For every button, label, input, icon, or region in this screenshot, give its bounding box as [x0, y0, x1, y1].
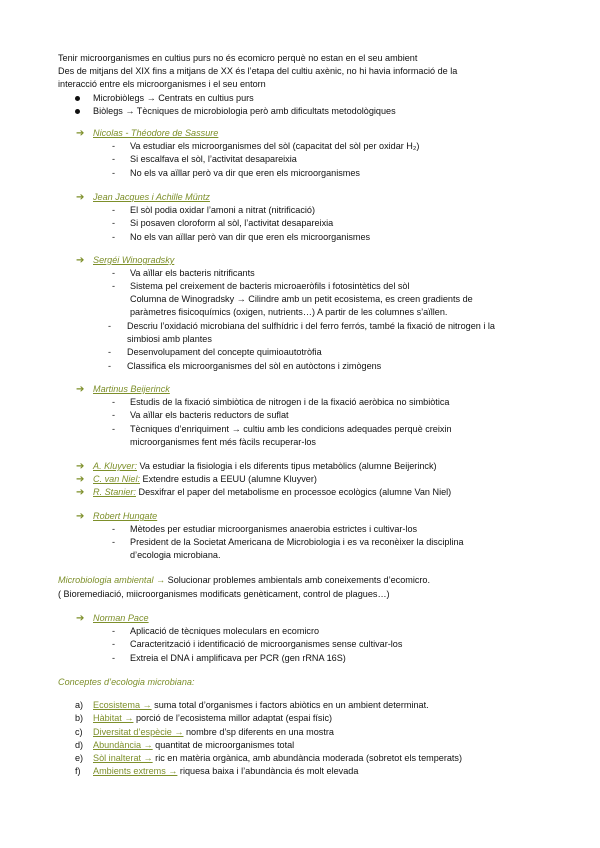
person-description: Va estudiar la fisiologia i els diferents tipus metabòlics (alumne Beijerinck) — [136, 461, 437, 471]
arrow-right-icon: ➔ — [76, 487, 85, 498]
list-item: El sòl podia oxidar l’amoni a nitrat (nitrificació) — [130, 205, 315, 215]
concept-definition: suma total d’organismes i factors abiòtics en un ambient determinat. — [151, 700, 429, 710]
intro-line-1: Tenir microorganismes en cultius purs no és ecomicro perquè no estan en el seu ambient — [58, 53, 418, 63]
concept-item — [93, 766, 358, 777]
dash-marker: - — [112, 268, 116, 278]
dash-marker: - — [112, 168, 116, 178]
list-item: Si posaven cloroform al sòl, l’activitat desapareixia — [130, 218, 334, 228]
list-item: No els va aïllar però va dir que eren els microorganismes — [130, 168, 360, 178]
dash-marker: - — [112, 232, 116, 242]
dash-marker: - — [112, 639, 116, 649]
intro-line-2: Des de mitjans del XIX fins a mitjans de XX és l’etapa del cultiu axènic, no hi havia informació de la — [58, 66, 458, 76]
intro-bullet-1: Microbiòlegs → Centrats en cultius purs — [93, 93, 254, 103]
arrow-right-icon: ➔ — [76, 255, 85, 266]
arrow-right-icon: ➔ — [76, 461, 85, 472]
dash-marker: - — [112, 653, 116, 663]
list-item: Mètodes per estudiar microorganismes anaerobia estrictes i cultivar-los — [130, 524, 418, 534]
list-label: c) — [75, 727, 83, 737]
list-item: President de la Societat Americana de Microbiologia i es va reconèixer la disciplina — [130, 537, 464, 547]
concept-term: Diversitat d’espècie → — [93, 727, 184, 737]
concept-item — [93, 700, 429, 711]
ambiental-line-2: ( Bioremediació, miicroorganismes modificats genèticament, control de plagues…) — [58, 589, 390, 599]
section-heading-muntz: Jean Jacques i Achille Müntz — [93, 192, 210, 202]
dash-marker: - — [112, 524, 116, 534]
concept-definition: nombre d’sp diferents en una mostra — [183, 727, 334, 737]
list-item: Va estudiar els microorganismes del sòl (capacitat del sòl per oxidar H₂) — [130, 141, 420, 151]
concept-item — [93, 713, 332, 724]
conceptes-title: Conceptes d’ecologia microbiana: — [58, 677, 195, 687]
concept-term: Sòl inalterat → — [93, 753, 153, 763]
list-item: Tècniques d’enriquiment → cultiu amb les condicions adequades perquè creixin — [130, 424, 452, 434]
intro-line-3: interacció entre els microorganismes i el seu entorn — [58, 79, 266, 89]
list-item: Sistema pel creixement de bacteris microaeròfils i fotosintètics del sòl — [130, 281, 410, 291]
section-heading-beijerinck: Martinus Beijerinck — [93, 384, 170, 394]
list-item: Si escalfava el sòl, l’activitat desapareixia — [130, 154, 297, 164]
list-label: f) — [75, 766, 81, 776]
list-label: b) — [75, 713, 84, 723]
bullet-dot-icon — [75, 109, 80, 114]
person-description: Extendre estudis a EEUU (alumne Kluyver) — [140, 474, 317, 484]
dash-marker: - — [108, 361, 112, 371]
list-label: a) — [75, 700, 84, 710]
dash-marker: - — [112, 154, 116, 164]
person-name: R. Stanier: — [93, 487, 136, 497]
dash-marker: - — [112, 410, 116, 420]
dash-marker: - — [112, 397, 116, 407]
concept-term: Ambients extrems → — [93, 766, 178, 776]
dash-marker: - — [108, 347, 112, 357]
arrow-right-icon: ➔ — [76, 384, 85, 395]
person-stanier — [93, 487, 451, 498]
list-item: No els van aïllar però van dir que eren els microorganismes — [130, 232, 371, 242]
section-heading-pace: Norman Pace — [93, 613, 149, 623]
concept-definition: quantitat de microorganismes total — [152, 740, 295, 750]
dash-marker: - — [112, 424, 116, 434]
list-item: Extreia el DNA i amplificava per PCR (gen rRNA 16S) — [130, 653, 346, 663]
list-item: Desenvolupament del concepte quimioautotròfia — [127, 347, 322, 357]
concept-item — [93, 740, 294, 751]
dash-marker: - — [112, 141, 116, 151]
list-item: Aplicació de tècniques moleculars en ecomicro — [130, 626, 320, 636]
list-item: Classifica els microorganismes del sòl en autòctons i zimògens — [127, 361, 382, 371]
list-item-continuation: Columna de Winogradsky → Cilindre amb un petit ecosistema, es creen gradients de — [130, 294, 473, 304]
list-item-continuation: d’ecologia microbiana. — [130, 550, 221, 560]
list-item: Descriu l’oxidació microbiana del sulfhídric i del ferro ferrós, també la fixació de nitrogen i la — [127, 321, 495, 331]
dash-marker: - — [112, 281, 116, 291]
concept-term: Hàbitat → — [93, 713, 134, 723]
list-item: Estudis de la fixació simbiòtica de nitrogen i de la fixació aeròbica no simbiòtica — [130, 397, 450, 407]
concept-item — [93, 753, 462, 764]
section-heading-hungate: Robert Hungate — [93, 511, 158, 521]
person-name: C. van Niel: — [93, 474, 141, 484]
dash-marker: - — [108, 321, 112, 331]
list-label: e) — [75, 753, 84, 763]
concept-definition: ric en matèria orgànica, amb abundància moderada (sobretot els temperats) — [152, 753, 463, 763]
dash-marker: - — [112, 218, 116, 228]
section-heading-sassure: Nicolas - Théodore de Sassure — [93, 128, 219, 138]
dash-marker: - — [112, 537, 116, 547]
section-heading-winogradsky: Sergéi Winogradsky — [93, 255, 175, 265]
list-item-continuation: simbiosi amb plantes — [127, 334, 212, 344]
person-van-niel — [93, 474, 317, 485]
concept-item — [93, 727, 334, 738]
ambiental-description: Solucionar problemes ambientals amb coneixements d’ecomicro. — [165, 575, 431, 585]
intro-bullet-2: Biòlegs → Tècniques de microbiologia però amb dificultats metodològiques — [93, 106, 396, 116]
person-kluyver — [93, 461, 437, 472]
person-name: A. Kluyver: — [93, 461, 137, 471]
dash-marker: - — [112, 205, 116, 215]
arrow-right-icon: ➔ — [76, 511, 85, 522]
concept-term: Abundància → — [93, 740, 153, 750]
concept-definition: porció de l’ecosistema millor adaptat (espai físic) — [133, 713, 333, 723]
list-item-continuation: microorganismes fent més fàcils recuperar-los — [130, 437, 316, 447]
ambiental-line-1 — [58, 575, 430, 586]
arrow-right-icon: ➔ — [76, 192, 85, 203]
arrow-right-icon: ➔ — [76, 128, 85, 139]
person-description: Desxifrar el paper del metabolisme en processoe ecològics (alumne Van Niel) — [135, 487, 452, 497]
dash-marker: - — [112, 626, 116, 636]
arrow-right-icon: ➔ — [76, 613, 85, 624]
ambiental-title: Microbiologia ambiental → — [58, 575, 166, 585]
concept-term: Ecosistema → — [93, 700, 152, 710]
list-item: Va aïllar els bacteris nitrificants — [130, 268, 255, 278]
list-label: d) — [75, 740, 84, 750]
concept-definition: riquesa baixa i l’abundància és molt elevada — [177, 766, 359, 776]
list-item: Caracterització i identificació de microorganismes sense cultivar-los — [130, 639, 403, 649]
arrow-right-icon: ➔ — [76, 474, 85, 485]
list-item-continuation: paràmetres fisicoquímics (oxigen, nutrients…) A partir de les columnes s’aïllen. — [130, 307, 448, 317]
bullet-dot-icon — [75, 96, 80, 101]
list-item: Va aïllar els bacteris reductors de suflat — [130, 410, 289, 420]
